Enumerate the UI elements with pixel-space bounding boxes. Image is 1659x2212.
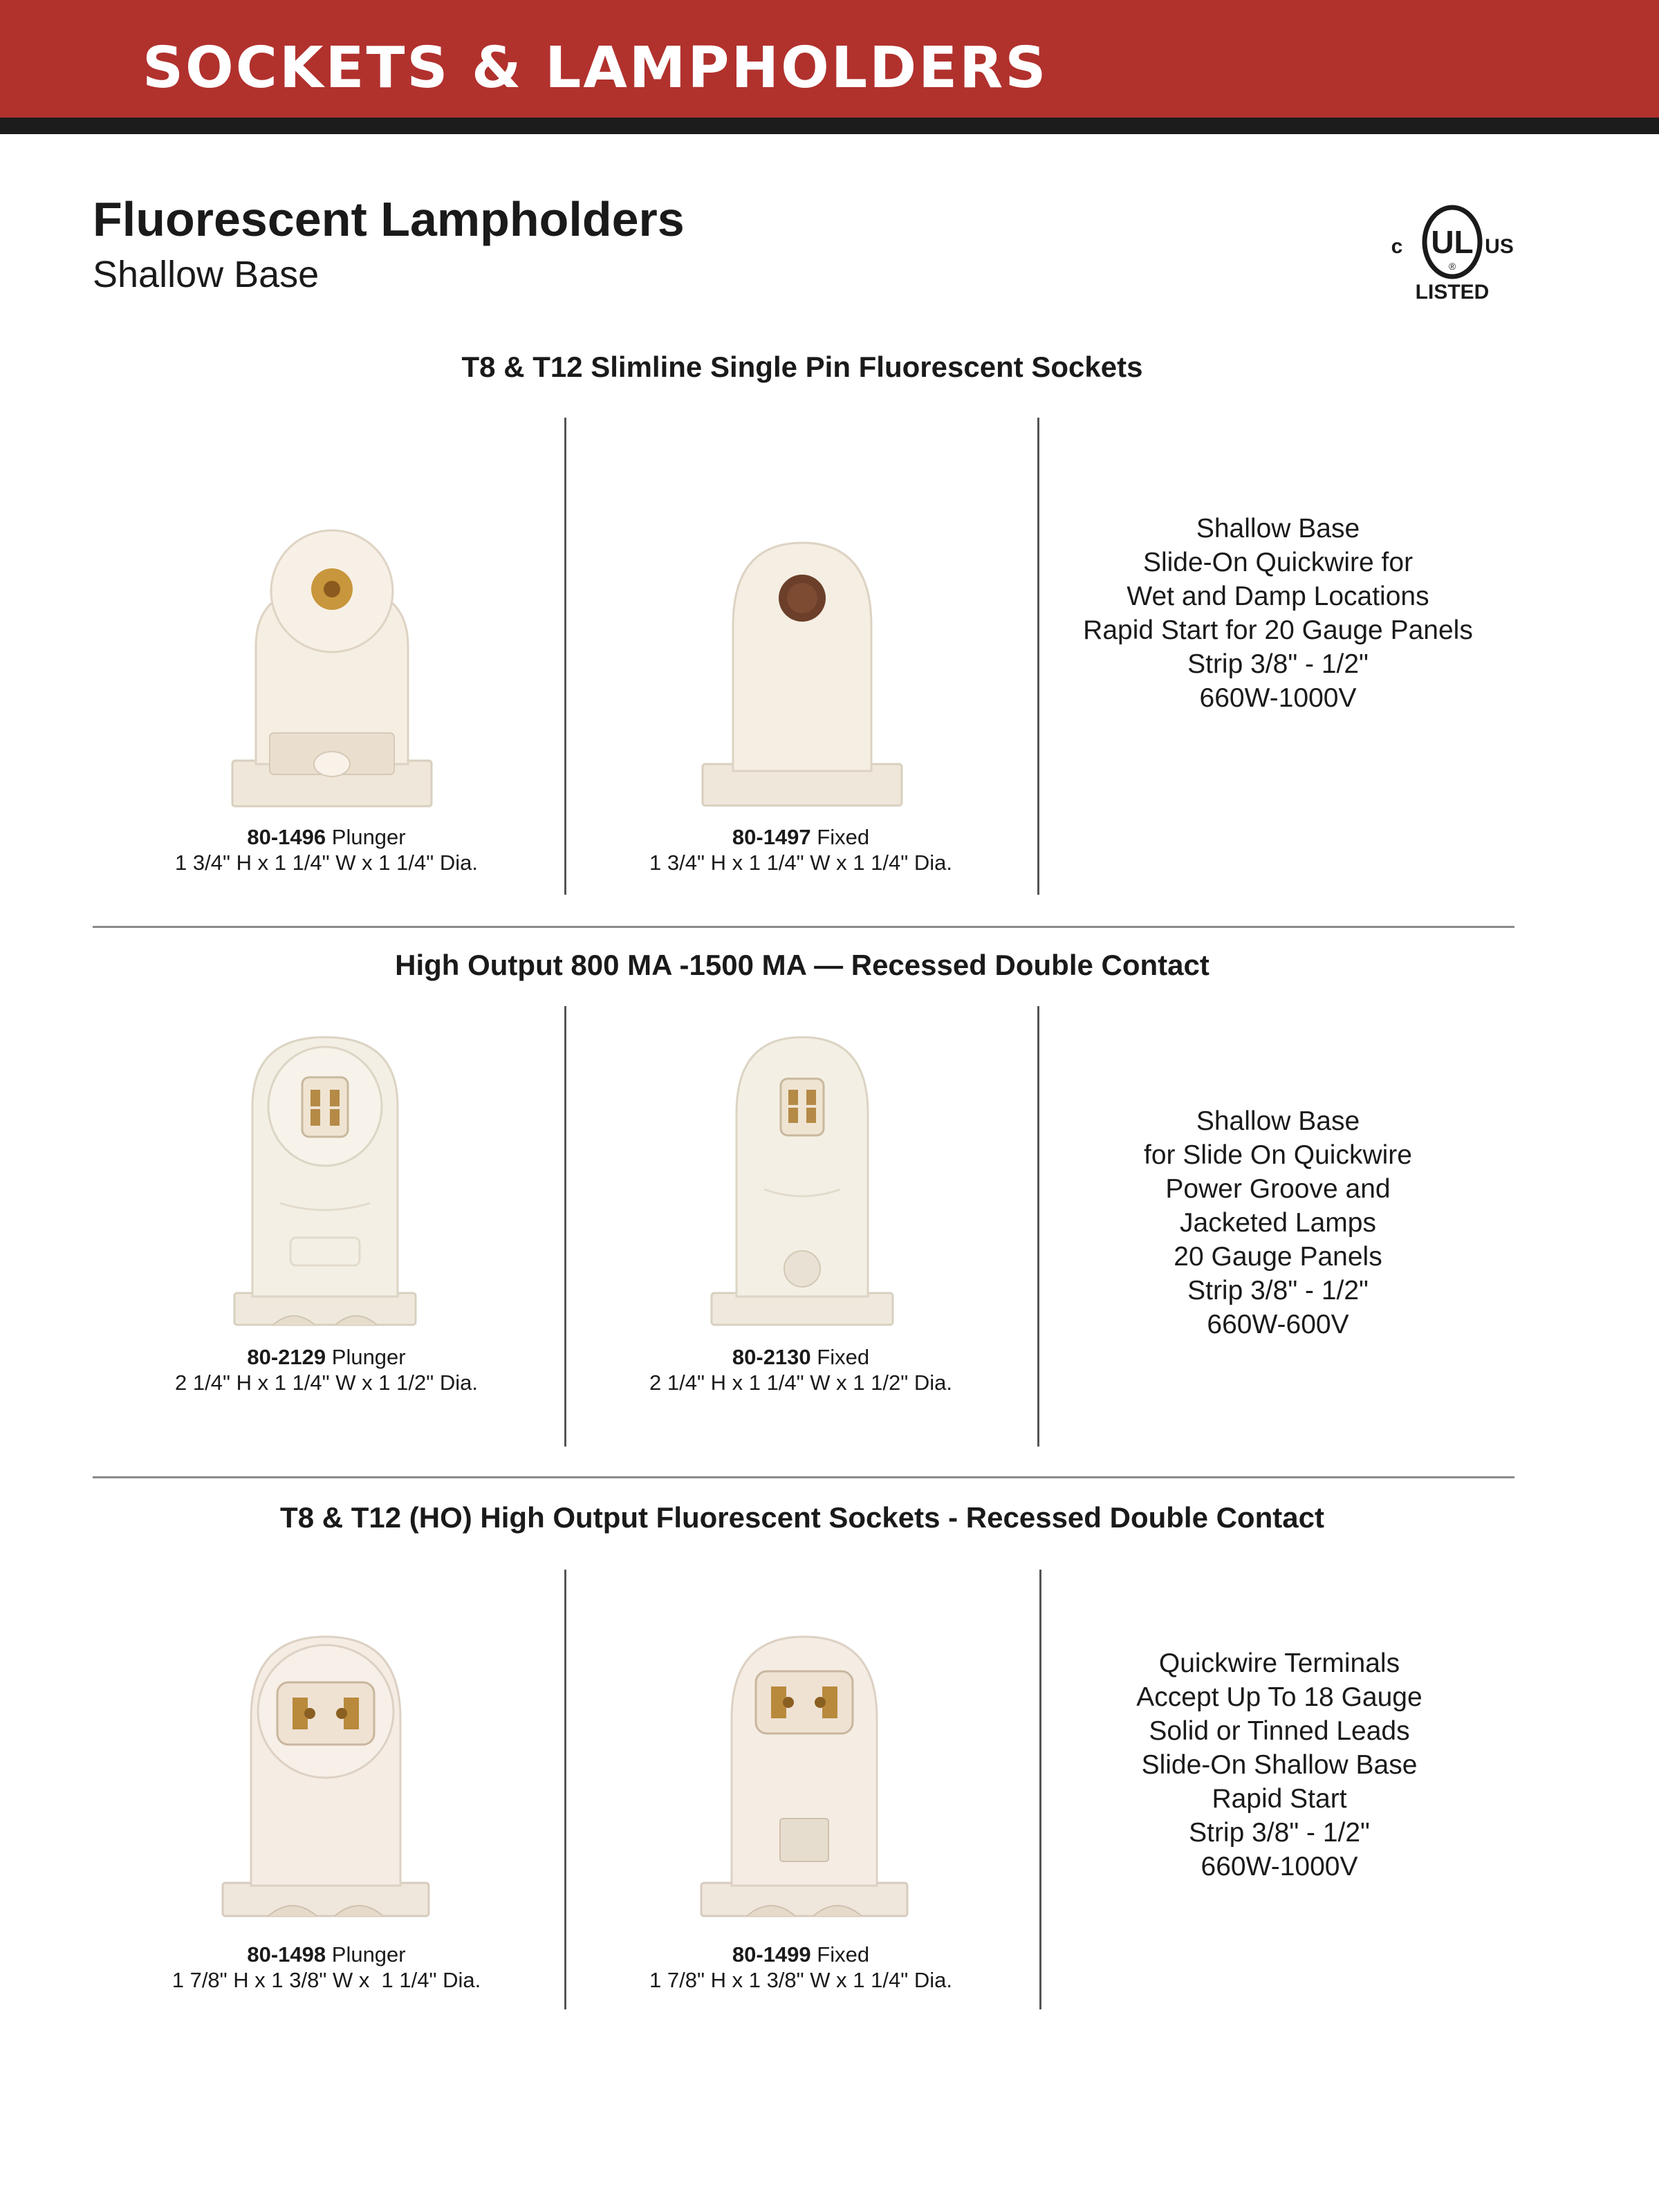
ul-listed-logo — [1383, 198, 1521, 308]
product-number: 80-1498 — [247, 1942, 326, 1967]
description-line: 20 Gauge Panels — [1174, 1242, 1382, 1272]
ho-plunger-socket-image — [220, 1628, 432, 1919]
ul-mark-bottom: LISTED — [1415, 281, 1490, 304]
product-dimensions: 1 3/4" H x 1 1/4" W x 1 1/4" Dia. — [175, 851, 478, 875]
column-divider — [564, 1006, 566, 1447]
section-description-single-pin — [1057, 512, 1499, 715]
section-heading-single-pin: T8 & T12 Slimline Single Pin Fluorescent Sockets — [461, 351, 1143, 383]
product-caption-80-1499 — [580, 1942, 1022, 1993]
product-type: Plunger — [331, 825, 406, 849]
product-dimensions: 1 7/8" H x 1 3/8" W x 1 1/4" Dia. — [649, 1968, 952, 1992]
product-number: 80-1497 — [732, 825, 811, 849]
product-caption-80-1496 — [105, 824, 548, 875]
recessed-double-contact-plunger-socket-image — [232, 1030, 418, 1328]
description-line: Strip 3/8" - 1/2" — [1187, 649, 1369, 679]
description-line: Shallow Base — [1196, 514, 1360, 543]
product-caption-80-1498 — [105, 1942, 548, 1993]
description-line: 660W-1000V — [1201, 1852, 1358, 1881]
description-line: for Slide On Quickwire — [1144, 1140, 1412, 1170]
description-line: Solid or Tinned Leads — [1149, 1716, 1410, 1746]
description-line: Strip 3/8" - 1/2" — [1187, 1276, 1369, 1305]
banner-stripe — [0, 118, 1659, 134]
product-dimensions: 2 1/4" H x 1 1/4" W x 1 1/2" Dia. — [649, 1370, 952, 1395]
ul-registered-mark: ® — [1448, 261, 1456, 272]
section-divider — [93, 1476, 1514, 1478]
page-subtitle: Shallow Base — [93, 254, 319, 295]
description-line: Slide-On Quickwire for — [1142, 548, 1414, 577]
section-heading-high-output-800-1500: High Output 800 MA -1500 MA — Recessed Double Contact — [395, 949, 1210, 981]
product-type: Plunger — [331, 1345, 406, 1369]
description-line: Strip 3/8" - 1/2" — [1189, 1818, 1370, 1848]
section-divider — [93, 926, 1514, 928]
product-number: 80-1496 — [247, 825, 326, 849]
description-line: 660W-600V — [1207, 1310, 1349, 1339]
product-type: Fixed — [817, 1345, 870, 1369]
description-line: 660W-1000V — [1199, 683, 1357, 713]
product-caption-80-2130 — [580, 1344, 1022, 1395]
product-type: Plunger — [331, 1942, 406, 1967]
description-line: Rapid Start — [1212, 1784, 1347, 1814]
single-pin-plunger-socket-image — [228, 526, 436, 809]
banner-title: SOCKETS & LAMPHOLDERS — [142, 35, 1048, 101]
column-divider — [1037, 1006, 1039, 1447]
product-type: Fixed — [817, 825, 870, 849]
single-pin-fixed-socket-image — [698, 536, 906, 809]
product-caption-80-2129 — [105, 1344, 548, 1395]
description-line: Shallow Base — [1196, 1106, 1360, 1136]
section-description-high-output — [1057, 1104, 1499, 1341]
description-line: Slide-On Shallow Base — [1141, 1750, 1418, 1780]
description-line: Jacketed Lamps — [1180, 1208, 1376, 1238]
section-description-ho — [1058, 1646, 1501, 1884]
section-heading-t8-t12-ho: T8 & T12 (HO) High Output Fluorescent Sockets - Recessed Double Contact — [280, 1501, 1324, 1534]
column-divider — [1037, 418, 1039, 895]
description-line: Power Groove and — [1165, 1174, 1391, 1204]
product-number: 80-1499 — [732, 1942, 811, 1967]
ho-fixed-socket-image — [698, 1628, 910, 1919]
product-number: 80-2130 — [732, 1345, 811, 1369]
recessed-double-contact-fixed-socket-image — [709, 1030, 896, 1328]
ul-mark-left: c — [1391, 235, 1403, 258]
product-dimensions: 1 7/8" H x 1 3/8" W x 1 1/4" Dia. — [172, 1968, 481, 1992]
ul-mark-right: US — [1485, 235, 1514, 258]
product-dimensions: 1 3/4" H x 1 1/4" W x 1 1/4" Dia. — [649, 851, 952, 875]
description-line: Quickwire Terminals — [1158, 1648, 1400, 1678]
product-dimensions: 2 1/4" H x 1 1/4" W x 1 1/2" Dia. — [175, 1370, 478, 1395]
product-number: 80-2129 — [247, 1345, 326, 1369]
column-divider — [564, 1570, 566, 2009]
column-divider — [564, 418, 566, 895]
description-line: Wet and Damp Locations — [1127, 582, 1429, 611]
column-divider — [1039, 1570, 1041, 2009]
description-line: Rapid Start for 20 Gauge Panels — [1083, 615, 1473, 645]
page-title: Fluorescent Lampholders — [93, 192, 685, 246]
product-type: Fixed — [817, 1942, 870, 1967]
description-line: Accept Up To 18 Gauge — [1136, 1682, 1422, 1712]
ul-mark-center: UL — [1431, 224, 1474, 260]
product-caption-80-1497 — [580, 824, 1022, 875]
